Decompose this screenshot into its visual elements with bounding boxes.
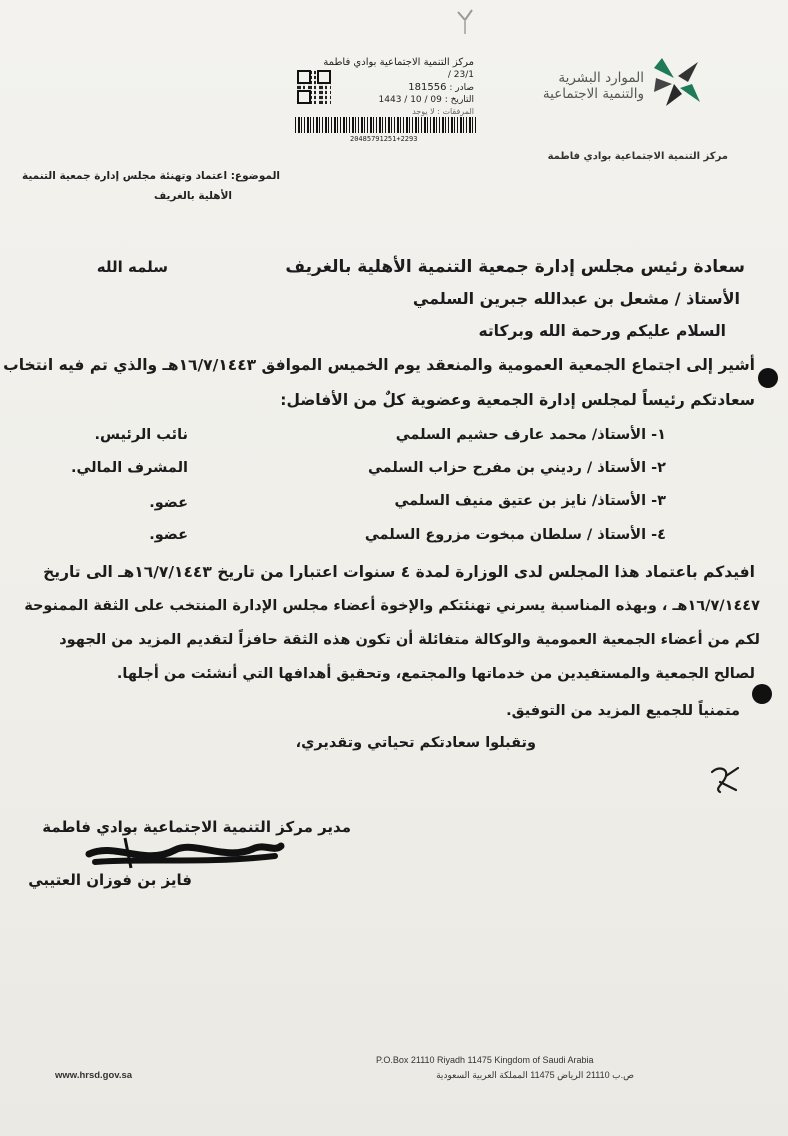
member-name-3: ٣- الأستاذ/ نايز بن عتيق منيف السلمي [394,493,666,509]
para2-line4: لصالح الجمعية والمستفيدين من خدماتها والمجتمع، وتحقيق أهدافها التي أنشئت من أجلها. [116,666,755,682]
initials-mark [706,762,746,798]
handwritten-signature-icon [85,832,285,876]
barcode-number: 20485791251+2293 [350,135,418,143]
stamp-issued-label: صادر : [449,83,474,93]
center-name: مركز التنمية الاجتماعية بوادي فاطمة [547,151,728,162]
subject-line2: الأهلية بالغريف [153,190,232,202]
addressee-greeting: سلمه الله [96,258,168,276]
emblem-icon [452,8,478,38]
addressee-line2: الأستاذ / مشعل بن عبدالله جبرين السلمي [412,289,740,308]
para2-line1: افيدكم باعتماد هذا المجلس لدى الوزارة لمدة ٤ سنوات اعتبارا من تاريخ ١٦/٧/١٤٤٣هـ الى تاريخ [43,563,755,581]
closing-line: وتقبلوا سعادتكم تحياتي وتقديري، [295,735,536,751]
hrsd-logo-icon [648,54,704,114]
stamp-date-value: 1443 / 10 / 09 [378,95,442,105]
stamp-center-name: مركز التنمية الاجتماعية بوادي فاطمة [323,57,474,68]
ministry-name-line1: الموارد البشرية [558,70,644,86]
para2-line3: لكم من أعضاء الجمعية العمومية والوكالة متفائلة أن تكون هذه الثقة حافزاً لتقديم المزيد من الجهود [59,632,760,648]
footer-address-ar: ص.ب 21110 الرياض 11475 المملكة العربية السعودية [436,1070,634,1080]
member-name-2: ٢- الأستاذ / رديني بن مفرح حزاب السلمي [367,460,666,476]
para1-line1: أشير إلى اجتماع الجمعية العمومية والمنعقد يوم الخميس الموافق ١٦/٧/١٤٤٣هـ والذي تم فيه انتخاب [3,356,755,374]
stamp-ref: / 23/1 [447,70,474,80]
signatory-name: فايز بن فوزان العتيبي [28,871,192,889]
member-role-4: عضو. [149,527,188,543]
ministry-name-line2: والتنمية الاجتماعية [542,86,644,102]
para1-line2: سعادتكم رئيساً لمجلس إدارة الجمعية وعضوية كلٌ من الأفاضل: [280,391,755,409]
qr-code [297,70,331,104]
member-role-2: المشرف المالي. [70,460,188,476]
subject-line1: الموضوع: اعتماد وتهنئة مجلس إدارة جمعية التنمية [22,170,280,182]
barcode [295,117,477,133]
top-emblem [452,8,478,38]
member-role-3: عضو. [149,495,188,511]
footer-website: www.hrsd.gov.sa [55,1070,133,1081]
stamp-issued-number: 181556 [408,82,447,93]
stamp-date-label: التاريخ : [444,95,474,105]
punch-hole-bottom [752,684,772,704]
signature-scribble [85,832,285,876]
member-name-1: ١- الأستاذ/ محمد عارف حشيم السلمي [395,427,666,443]
member-role-1: نائب الرئيس. [94,427,188,443]
stamp-attachments: المرفقات : لا يوجد [412,107,474,116]
handwritten-initials-icon [706,762,746,798]
stamp-date [379,95,474,105]
stamp-issued [408,82,474,93]
addressee-line1: سعادة رئيس مجلس إدارة جمعية التنمية الأهلية بالغريف [285,257,745,277]
punch-hole-top [758,368,778,388]
footer-address-en: P.O.Box 21110 Riyadh 11475 Kingdom of Saudi Arabia [376,1055,594,1065]
wish-line: متمنياً للجميع المزيد من التوفيق. [506,703,740,719]
member-name-4: ٤- الأستاذ / سلطان مبخوت مزروع السلمي [364,527,666,543]
signatory-title: مدير مركز التنمية الاجتماعية بوادي فاطمة [42,818,351,836]
ministry-logo [648,54,704,114]
salutation: السلام عليكم ورحمة الله وبركاته [478,322,726,340]
para2-line2: ١٦/٧/١٤٤٧هـ ، وبهذه المناسبة يسرني تهنئتكم والإخوة أعضاء مجلس الإدارة المنتخب على الثقة الممنوحة [24,598,760,614]
